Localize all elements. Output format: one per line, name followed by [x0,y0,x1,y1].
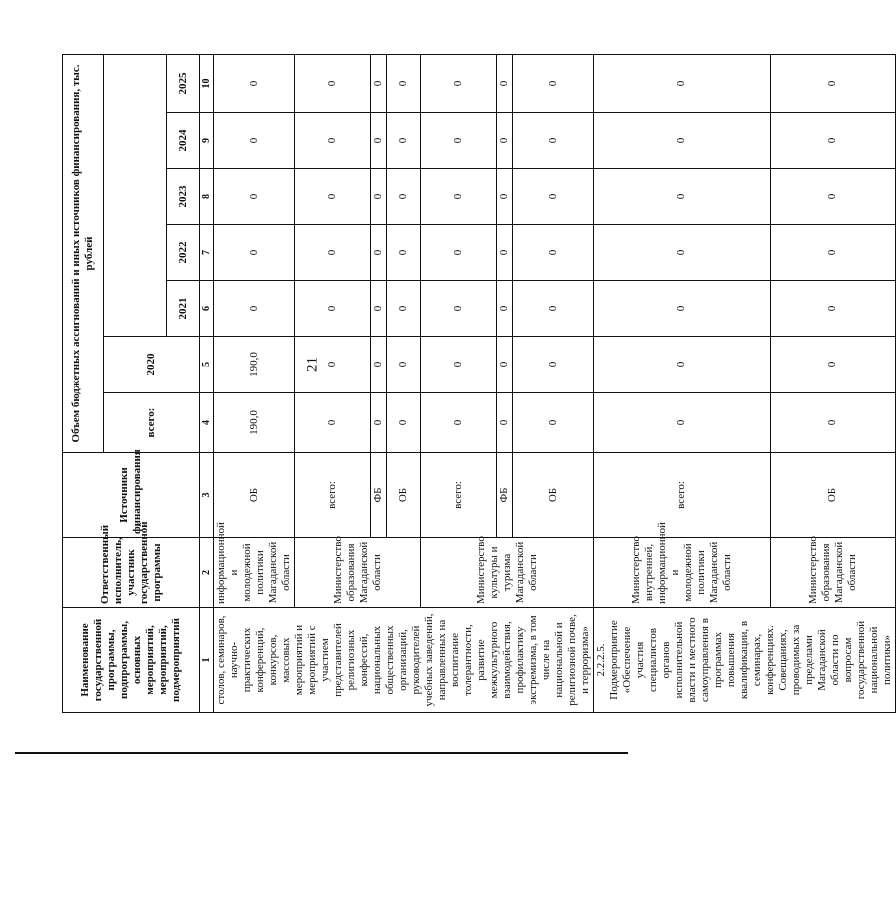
value-cell: 0 [770,225,895,281]
value-cell: 0 [770,281,895,337]
value-cell: 0 [497,113,513,169]
table-row [594,54,771,712]
value-cell: 0 [371,281,387,337]
block1-name: столов, семинаров, научно-практических конференций, конкурсов, массовых мероприятий и мероприятий с участием представителей религиозных конфессий, национальных общественных организаций, руководителей учебных заведений, направленных на воспитание толерантности, развитие межкультурного взаимодействия, профилактику экстремизма, в том числе на национальной и религиозной почве, и терроризма» [214,608,594,713]
header-source: Источники финансирования [63,453,200,538]
value-cell: 0 [513,54,594,112]
value-cell: 0 [513,169,594,225]
column-number: 4 [200,393,214,453]
source-cell: всего: [421,453,497,538]
value-cell: 0 [295,281,371,337]
value-cell: 0 [421,113,497,169]
value-cell: 0 [214,225,295,281]
value-cell: 0 [387,281,421,337]
value-cell: 0 [594,169,771,225]
column-number: 5 [200,337,214,393]
value-cell: 0 [770,113,895,169]
value-cell: 0 [421,225,497,281]
value-cell: 0 [371,54,387,112]
column-number: 1 [200,608,214,713]
column-number: 7 [200,225,214,281]
source-cell: ФБ [497,453,513,538]
executor-cell: Министерство культуры и туризма Магаданской области [421,538,594,608]
value-cell: 0 [497,54,513,112]
value-cell: 0 [497,337,513,393]
value-cell: 0 [295,337,371,393]
column-number: 10 [200,54,214,112]
header-year: 2024 [167,113,200,169]
value-cell: 0 [497,169,513,225]
header-year: 2021 [167,281,200,337]
value-cell: 0 [513,281,594,337]
funding-table [62,54,896,713]
column-number: 6 [200,281,214,337]
value-cell: 0 [214,281,295,337]
column-number: 2 [200,538,214,608]
value-cell: 0 [295,113,371,169]
executor-cell: информационной и молодежной политики Магаданской области [214,538,295,608]
value-cell: 0 [214,54,295,112]
header-year: 2020 [104,337,200,393]
executor-cell: Министерство образования Магаданской области [295,538,421,608]
value-cell: 0 [421,337,497,393]
value-cell: 0 [295,393,371,453]
value-cell: 0 [421,54,497,112]
value-cell: 0 [770,393,895,453]
value-cell: 0 [770,54,895,112]
value-cell: 0 [387,169,421,225]
value-cell: 0 [371,169,387,225]
header-year-blank [104,54,167,336]
value-cell: 0 [594,281,771,337]
value-cell: 0 [371,225,387,281]
value-cell: 0 [214,169,295,225]
value-cell: 0 [214,113,295,169]
value-cell: 0 [594,337,771,393]
source-cell: всего: [594,453,771,538]
page-number: 21 [304,357,321,372]
table-row [214,54,295,712]
rotated-table-container [62,55,893,713]
value-cell: 0 [387,113,421,169]
value-cell: 0 [387,225,421,281]
source-cell: всего: [295,453,371,538]
column-number-row [200,54,214,712]
source-cell: ОБ [387,453,421,538]
value-cell: 0 [387,54,421,112]
value-cell: 0 [371,337,387,393]
header-total: всего: [104,393,200,453]
value-cell: 0 [594,225,771,281]
value-cell: 0 [594,393,771,453]
value-cell: 0 [371,113,387,169]
value-cell: 0 [295,169,371,225]
header-executor: Ответственный исполнитель, участник государственной программы [63,538,200,608]
value-cell: 0 [421,281,497,337]
value-cell: 0 [387,393,421,453]
header-year: 2025 [167,54,200,112]
value-cell: 0 [371,393,387,453]
value-cell: 0 [421,393,497,453]
value-cell: 0 [497,393,513,453]
value-cell: 0 [594,54,771,112]
header-year: 2023 [167,169,200,225]
value-cell: 0 [594,113,771,169]
value-cell: 0 [513,113,594,169]
column-number: 9 [200,113,214,169]
value-cell: 0 [770,169,895,225]
value-cell: 0 [513,393,594,453]
source-cell: ОБ [770,453,895,538]
executor-cell: Министерство образования Магаданской области [770,538,895,608]
header-year: 2022 [167,225,200,281]
value-cell: 190,0 [214,337,295,393]
value-cell: 0 [497,225,513,281]
executor-cell: Министерство внутренней, информационной и молодежной политики Магаданской области [594,538,771,608]
value-cell: 190,0 [214,393,295,453]
column-number: 3 [200,453,214,538]
header-name: Наименование государственной программы, подпрограммы, основных мероприятий, мероприятий, подмероприятий [63,608,200,713]
page-divider [15,752,628,754]
column-number: 8 [200,169,214,225]
value-cell: 0 [295,225,371,281]
source-cell: ФБ [371,453,387,538]
source-cell: ОБ [214,453,295,538]
value-cell: 0 [513,225,594,281]
value-cell: 0 [421,169,497,225]
value-cell: 0 [497,281,513,337]
block2-name: 2.2.2.5. Подмероприятие «Обеспечение участия специалистов органов исполнительной власти и местного самоуправления в программах повышения квалификации, в семинарах, конференциях. Совещаниях, проводимых за пределами Магаданской области по вопросам государственной национальной политики» [594,608,896,713]
header-funding-group: Объем бюджетных ассигнований и иных источников финансирования, тыс. рублей [63,54,104,452]
value-cell: 0 [513,337,594,393]
value-cell: 0 [295,54,371,112]
value-cell: 0 [770,337,895,393]
source-cell: ОБ [513,453,594,538]
value-cell: 0 [387,337,421,393]
